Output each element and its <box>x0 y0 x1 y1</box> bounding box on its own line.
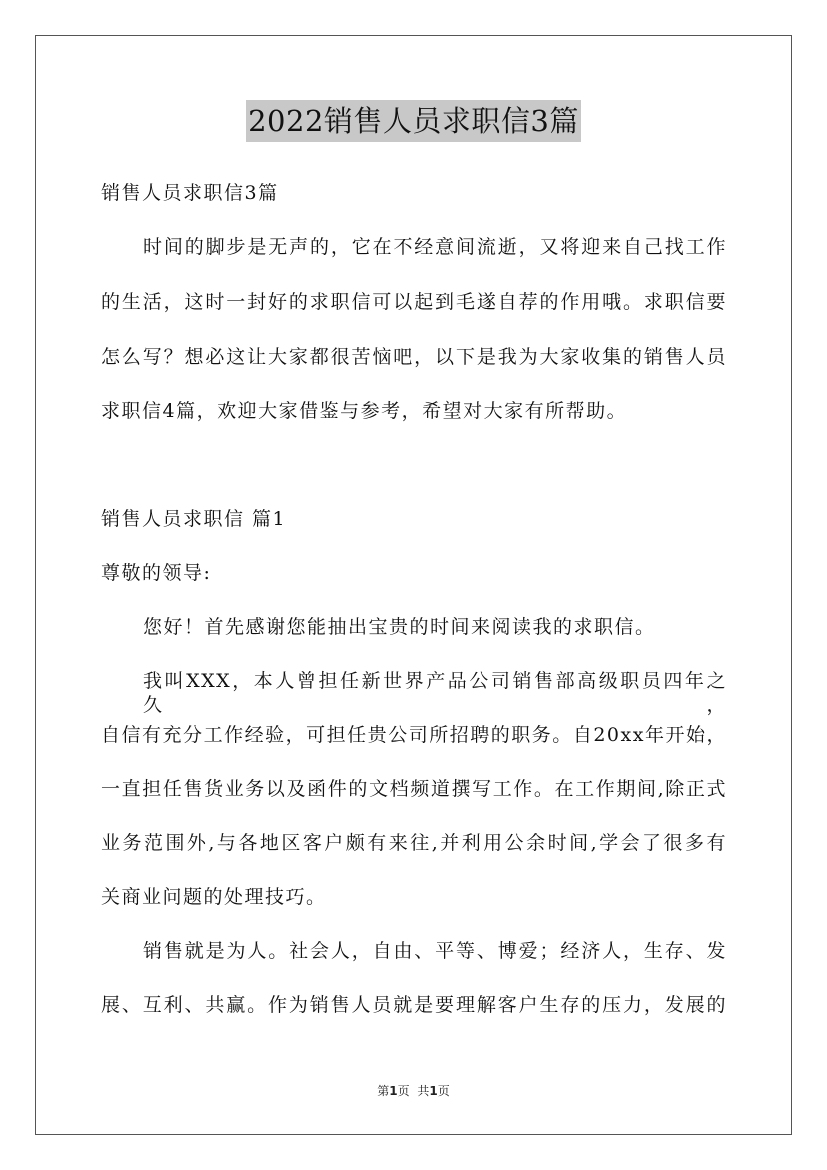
title-container <box>0 100 827 142</box>
paragraph1-line-4: 业务范围外,与各地区客户颇有来往,并利用公余时间,学会了很多有 <box>101 832 727 854</box>
footer-total-prefix: 共 <box>417 1084 430 1098</box>
document-title: 2022销售人员求职信3篇 <box>246 100 581 142</box>
paragraph1-line-5: 关商业问题的处理技巧。 <box>101 886 327 908</box>
footer-total-pages: 1 <box>429 1084 438 1098</box>
footer-page-prefix: 第 <box>377 1084 390 1098</box>
intro-line-3: 怎么写？想必这让大家都很苦恼吧，以下是我为大家收集的销售人员 <box>101 346 727 368</box>
paragraph1-line-1: 我叫XXX，本人曾担任新世界产品公司销售部高级职员四年之久， <box>143 670 727 716</box>
section-heading: 销售人员求职信 篇1 <box>101 508 287 530</box>
page-footer <box>0 1082 827 1099</box>
paragraph1-line-2: 自信有充分工作经验，可担任贵公司所招聘的职务。自20xx年开始， <box>101 724 727 746</box>
intro-line-4: 求职信4篇，欢迎大家借鉴与参考，希望对大家有所帮助。 <box>101 400 628 422</box>
intro-line-2: 的生活，这时一封好的求职信可以起到毛遂自荐的作用哦。求职信要 <box>101 291 727 313</box>
salutation: 尊敬的领导: <box>101 562 212 584</box>
footer-page-suffix: 页 <box>397 1084 410 1098</box>
greeting: 您好！首先感谢您能抽出宝贵的时间来阅读我的求职信。 <box>143 616 656 638</box>
intro-line-1: 时间的脚步是无声的，它在不经意间流逝，又将迎来自己找工作 <box>143 236 727 258</box>
paragraph1-line-3: 一直担任售货业务以及函件的文档频道撰写工作。在工作期间,除正式 <box>101 778 727 800</box>
footer-page-number: 1 <box>389 1084 398 1098</box>
footer-total-suffix: 页 <box>437 1084 450 1098</box>
document-subtitle: 销售人员求职信3篇 <box>101 182 279 204</box>
paragraph2-line-1: 销售就是为人。社会人，自由、平等、博爱；经济人，生存、发 <box>143 940 727 962</box>
paragraph2-line-2: 展、互利、共赢。作为销售人员就是要理解客户生存的压力，发展的 <box>101 994 727 1016</box>
